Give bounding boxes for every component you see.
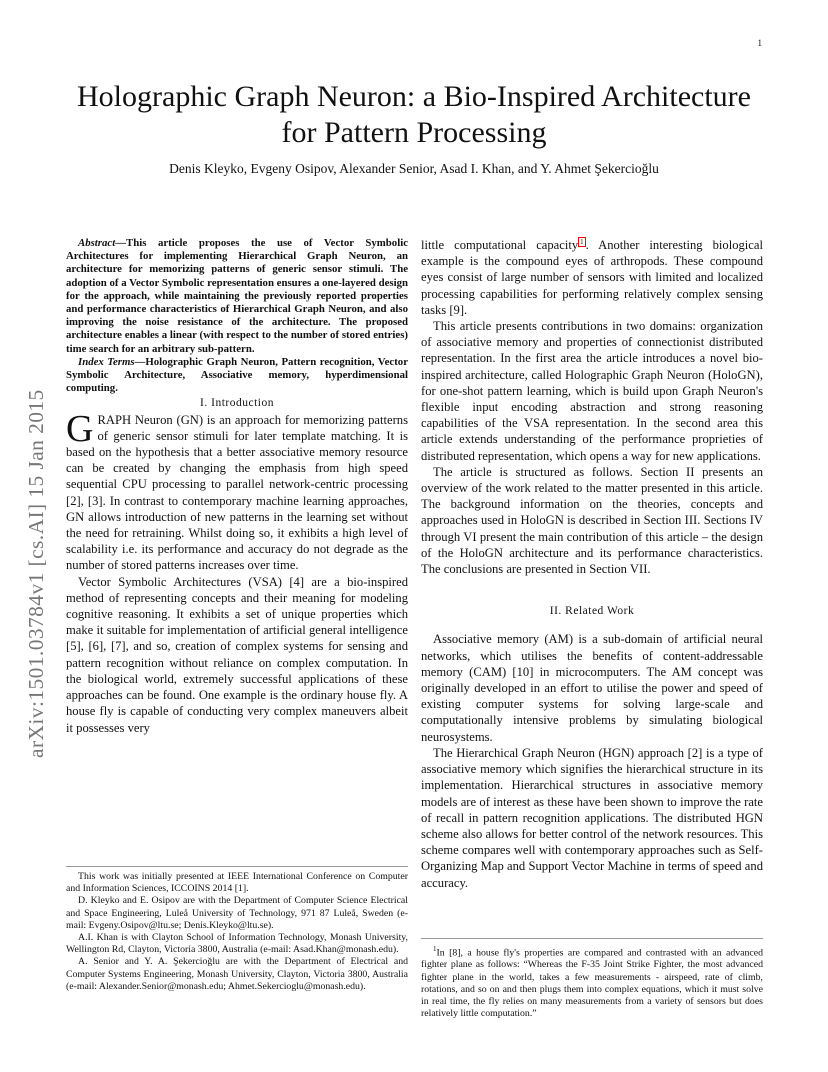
abstract: [66, 237, 408, 356]
arxiv-stamp: arXiv:1501.03784v1 [cs.AI] 15 Jan 2015: [24, 389, 48, 758]
paper-title: Holographic Graph Neuron: a Bio-Inspired Architecture for Pattern Processing: [77, 80, 751, 149]
intro-paragraph-3: [421, 237, 763, 318]
abstract-label: Abstract: [78, 237, 116, 249]
footnote-affiliation-monash: A. Senior and Y. A. Şekercioğlu are with the Department of Electrical and Computer Systems Engineering, Monash University, Clayton, Victoria 3800, Australia (e-mail: Alexander.Senior@monash.edu; Ahmet.Sekercioglu@monash.edu).: [66, 956, 408, 992]
footnote-1: [421, 943, 763, 1020]
footnote-affiliation-ltu: D. Kleyko and E. Osipov are with the Department of Computer Science Electrical and Space Engineering, Luleå University of Technology, 971 87 Luleå, Sweden (e-mail: Evgeny.Osipov@ltu.se; Denis.Kleyko@ltu.se).: [66, 895, 408, 931]
index-terms-text: —Holographic Graph Neuron, Pattern recognition, Vector Symbolic Architecture, Associative memory, hyperdimensional computing.: [66, 355, 408, 395]
author-list: Denis Kleyko, Evgeny Osipov, Alexander Senior, Asad I. Khan, and Y. Ahmet Şekercioğlu: [169, 161, 659, 176]
related-paragraph-1: Associative memory (AM) is a sub-domain of artificial neural networks, which utilises the benefits of content-addressable memory (CAM) [10] in microcomputers. The AM concept was originally developed in an effort to utilise the power and speed of existing computer systems for solving large-scale and computationally intensive problems by simulating biological neurosystems.: [421, 632, 763, 744]
footnote-ref-1[interactable]: 1: [580, 237, 584, 246]
section-heading-introduction: I. Introduction: [200, 397, 274, 410]
intro-paragraph-1: [66, 407, 408, 574]
intro-paragraph-2: Vector Symbolic Architectures (VSA) [4] are a bio-inspired method of representing concepts and their meaning for modeling cognitive reasoning. It exhibits a set of unique properties which make it suitable for implementation of artificial general intelligence [5], [6], [7], and so, creation of complex systems for sensing and pattern recognition without reliance on complex computation. In the biological world, extremely successful applications of these approaches can be found. One example is the ordinary house fly. A house fly is capable of conducting very complex maneuvers albeit it possesses very: [66, 574, 408, 735]
drop-cap: G: [66, 407, 94, 450]
right-column: [421, 237, 763, 891]
left-column: [66, 237, 408, 736]
footnote-1-text: In [8], a house fly's properties are compared and contrasted with an advanced fighter plane as follows: “Whereas the F-35 Joint Strike Fighter, the most advanced fighter plane in the world, takes a few measurements - airspeed, rate of climb, rotations, and so on and then plugs them into complex equations, which it must solve in real time, the fly relies on many measurements from a variety of sensors but does relatively little computation.”: [421, 947, 763, 1020]
intro-paragraph-3-rest: . Another interesting biological example is the compound eyes of arthropods. These compound eyes consist of large number of sensors with limited and localized processing capabilities for performing relatively complex sensing tasks [9].: [421, 238, 763, 317]
intro-paragraph-5: The article is structured as follows. Section II presents an overview of the work related to the matter presented in this article. The background information on the theories, concepts and approaches used in HoloGN is described in Section III. Sections IV through VI present the main contribution of this article – the design of the HoloGN architecture and its performance characteristics. The conclusions are presented in Section VII.: [421, 464, 763, 577]
intro-paragraph-1-text: RAPH Neuron (GN) is an approach for memorizing patterns of generic sensor stimuli for later template matching. It is based on the hypothesis that a better associative memory resource can be created by changing the emphasis from high speed sequential CPU processing to parallel network-centric processing [2], [3]. In contrast to contemporary machine learning approaches, GN allows introduction of new patterns in the learning set without the need for retraining. Whilst doing so, it exhibits a high level of scalability i.e. its performance and accuracy do not degrade as the number of stored patterns increases over time.: [66, 412, 408, 573]
section-heading-related-work: II. Related Work: [549, 605, 635, 618]
footnote-1-mark: 1: [433, 945, 437, 953]
intro-paragraph-3-start: little computational capacity: [421, 238, 579, 252]
index-terms: [66, 356, 408, 396]
footnotes-left: [66, 866, 408, 993]
page-number: 1: [757, 38, 762, 48]
related-paragraph-2: The Hierarchical Graph Neuron (HGN) approach [2] is a type of associative memory which signifies the hierarchical structure in its implementation. Hierarchical structures in associative memory models are of interest as these have been shown to improve the rate of recall in pattern recognition applications. The distributed HGN scheme also allows for better control of the network resources. This scheme compares well with contemporary approaches such as Self-Organizing Map and Support Vector Machine in terms of speed and accuracy.: [421, 745, 763, 890]
index-terms-label: Index Terms: [78, 355, 135, 368]
footnotes-right: [421, 938, 763, 1020]
footnote-presented: This work was initially presented at IEEE International Conference on Computer and Information Sciences, ICCOINS 2014 [1].: [66, 871, 408, 895]
intro-paragraph-4: This article presents contributions in two domains: organization of associative memory and properties of connectionist distributed representation. In the first area the article introduces a novel bio-inspired architecture, called Holographic Graph Neuron (HoloGN), for one-shot pattern learning, which is build upon Graph Neuron's flexible input encoding abstraction and strong reasoning capabilities of the VSA representation. In the second area this article extends understanding of the performance proprieties of distributed representation, which opens a way for new applications.: [421, 319, 763, 463]
abstract-text: —This article proposes the use of Vector Symbolic Architectures for implementing Hierarchical Graph Neuron, an architecture for memorizing patterns of generic sensor stimuli. The adoption of a Vector Symbolic representation ensures a one-layered design for the approach, while maintaining the previously reported properties and performance characteristics of Hierarchical Graph Neuron, and also improving the noise resistance of the architecture. The proposed architecture enables a linear (with respect to the number of stored entries) time search for an arbitrary sub-pattern.: [66, 237, 408, 355]
footnote-affiliation-khan: A.I. Khan is with Clayton School of Information Technology, Monash University, Wellington Rd, Clayton, Victoria 3800, Australia (e-mail: Asad.Khan@monash.edu).: [66, 932, 408, 956]
